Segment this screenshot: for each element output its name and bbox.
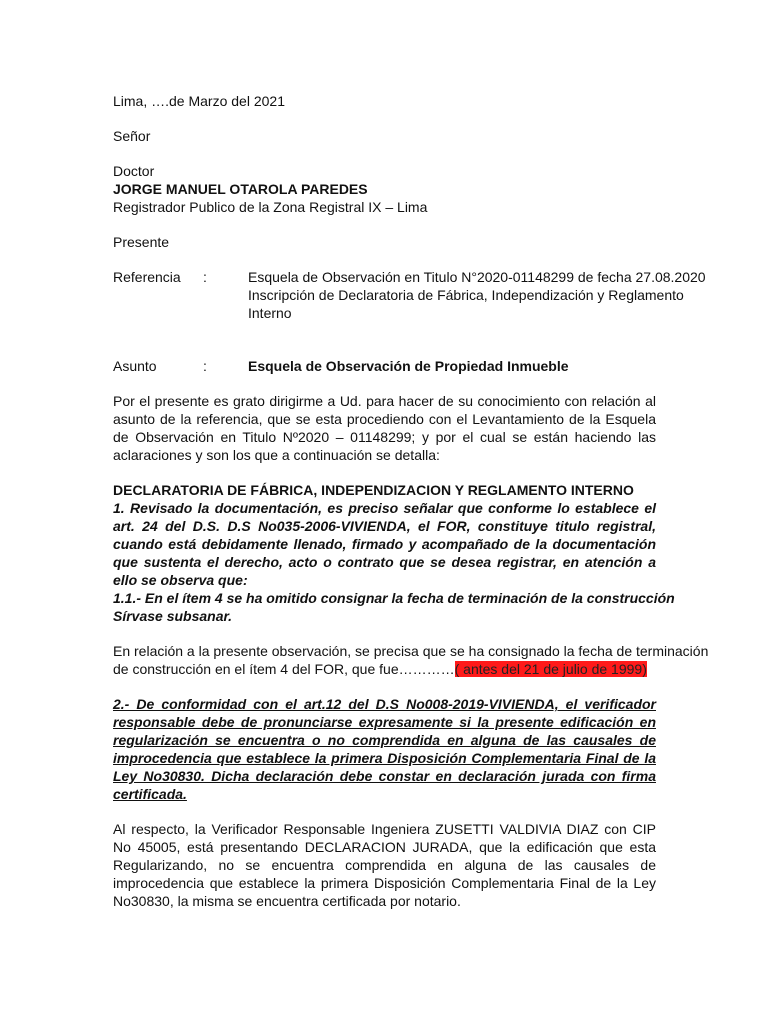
- subject-label: Asunto: [113, 358, 157, 374]
- observation-1-subsanar: Sírvase subsanar.: [113, 608, 233, 624]
- response-1-line-1: En relación a la presente observación, se precisa que se ha consignado la fecha de terminación: [113, 643, 709, 659]
- recipient-role: Registrador Publico de la Zona Registral IX – Lima: [113, 199, 428, 215]
- reference-colon: :: [203, 269, 207, 285]
- response-1-line-2: [113, 660, 656, 678]
- reference-line-1: Esquela de Observación en Titulo N°2020-01148299 de fecha 27.08.2020: [248, 269, 706, 285]
- recipient-title: Doctor: [113, 163, 155, 179]
- reference-value: [248, 268, 706, 322]
- response-1-highlight: ( antes del 21 de julio de 1999): [454, 661, 647, 677]
- intro-paragraph: Por el presente es grato dirigirme a Ud. para hacer de su conocimiento con relación al asunto de la referencia, que se esta procediendo con el Levantamiento de la Esquela de Observación en Titulo Nº2020 – 01148299; y por el cual se están haciendo las aclaraciones y son los que a continuación se detalla:: [113, 393, 656, 463]
- reference-block: [113, 268, 706, 322]
- observation-2: 2.- De conformidad con el art.12 del D.S No008-2019-VIVIENDA, el verificador responsable debe de pronunciarse expresamente si la presente edificación en regularización se encuentra o no comprendida en alguna de las causales de improcedencia que establece la primera Disposición Complementaria Final de la Ley No30830. Dicha declaración debe constar en declaración jurada con firma certificada.: [113, 696, 656, 802]
- salutation: Señor: [113, 128, 151, 144]
- response-2-paragraph: Al respecto, la Verificador Responsable Ingeniera ZUSETTI VALDIVIA DIAZ con CIP No 45005, está presentando DECLARACION JURADA, que la edificación que esta Regularizando, no se encuentra comprendida en alguna de las causales de improcedencia que establece la primera Disposición Complementaria Final de la Ley No30830, la misma se encuentra certificada por notario.: [113, 821, 656, 909]
- reference-line-2: Inscripción de Declaratoria de Fábrica, Independización y Reglamento: [248, 287, 684, 303]
- section-heading: DECLARATORIA DE FÁBRICA, INDEPENDIZACION Y REGLAMENTO INTERNO: [113, 482, 634, 498]
- subject-value: Esquela de Observación de Propiedad Inmueble: [248, 358, 569, 374]
- observation-1-1: 1.1.- En el ítem 4 se ha omitido consignar la fecha de terminación de la construcción: [113, 590, 675, 606]
- response-1-prefix: de construcción en el ítem 4 del FOR, que fue…………: [113, 661, 455, 677]
- observation-1: 1. Revisado la documentación, es preciso señalar que conforme lo establece el art. 24 del D.S. D.S No035-2006-VIVIENDA, el FOR, constituye titulo registral, cuando está debidamente llenado, firmado y acompañado de la documentación que sustenta el derecho, acto o contrato que se desea registrar, en atención a ello se observa que:: [113, 500, 656, 588]
- subject-block: [113, 357, 656, 375]
- letter-date: Lima, ….de Marzo del 2021: [113, 93, 285, 109]
- reference-line-3: Interno: [248, 305, 292, 321]
- letter-document: [113, 92, 709, 910]
- subject-colon: :: [203, 358, 207, 374]
- presente-label: Presente: [113, 234, 170, 250]
- recipient-name: JORGE MANUEL OTAROLA PAREDES: [113, 181, 368, 197]
- reference-label: Referencia: [113, 269, 181, 285]
